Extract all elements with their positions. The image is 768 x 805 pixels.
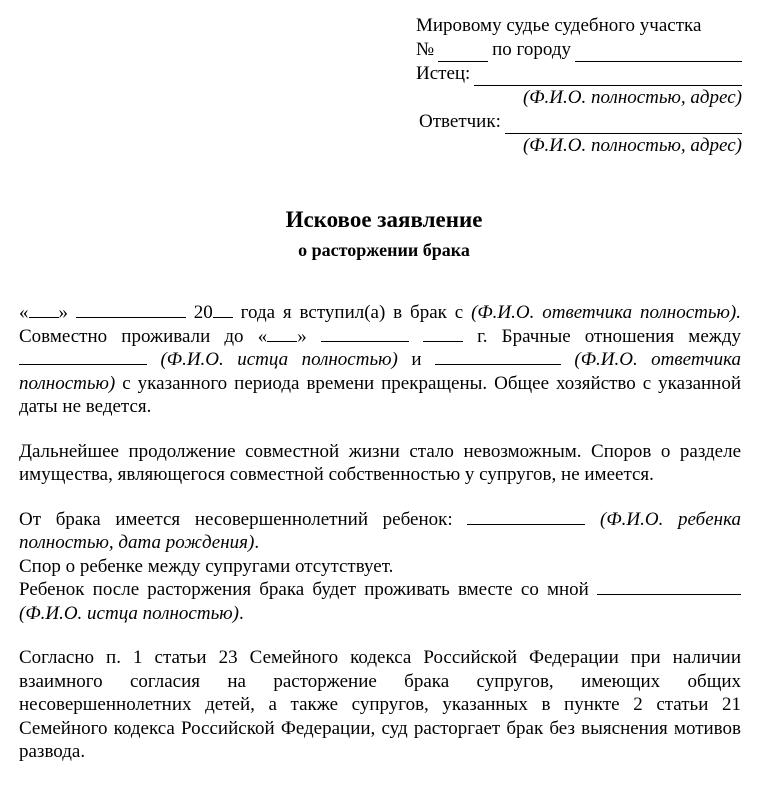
end-day-blank[interactable] (267, 325, 297, 342)
paragraph-child-residence (19, 578, 741, 625)
addressee-line (416, 14, 742, 38)
document-subtitle: о расторжении брака (298, 240, 470, 260)
end-month-blank[interactable] (321, 325, 409, 342)
city-blank[interactable] (575, 43, 742, 62)
paragraph-child (19, 508, 741, 555)
paragraph-legal-basis: Согласно п. 1 статьи 23 Семейного кодекса Российской Федерации при наличии взаимного согласия на расторжение брака супругов, имеющих общих несовершеннолетних детей, а также супругов, указанных в пункте 2 статьи 21 Семейного кодекса Российской Федерации, суд расторгает брак без выяснения мотивов развода. (19, 647, 741, 762)
paragraph-marriage (19, 301, 741, 419)
close-quote: » (58, 302, 68, 323)
number-label: № (416, 39, 435, 60)
child-name-hint: (Ф.И.О. ребенка полностью, дата рождения) (19, 508, 742, 553)
marriage-text: года я вступил(а) в брак с (240, 302, 464, 323)
period: . (238, 602, 244, 624)
plaintiff-line (416, 62, 742, 86)
cohabitation-text: Совместно проживали до (19, 325, 244, 347)
residence-plaintiff-hint: (Ф.И.О. истца полностью) (19, 602, 239, 624)
open-quote: « (257, 325, 268, 347)
relations-text: г. Брачные отношения между (477, 325, 742, 347)
plaintiff-name-hint: (Ф.И.О. истца полностью) (160, 349, 398, 370)
residence-plaintiff-blank[interactable] (597, 578, 741, 595)
relations-ended-text: с указанного периода времени прекращены. Общее хозяйство с указанной даты не ведется. (19, 372, 742, 417)
defendant-full-name-hint: (Ф.И.О. ответчика полностью) (19, 349, 742, 394)
city-label: по городу (492, 39, 571, 60)
paragraph-no-child-dispute: Спор о ребенке между супругами отсутствует. (19, 555, 394, 577)
document-body (19, 301, 741, 764)
year-blank[interactable] (213, 301, 233, 318)
addressee-block (416, 14, 742, 158)
defendant-label: Ответчик: (419, 111, 501, 132)
and-word: и (411, 349, 422, 370)
day-blank[interactable] (29, 301, 59, 318)
court-number-blank[interactable] (438, 43, 488, 62)
addressee-court-label: Мировому судье судебного участка (416, 15, 702, 36)
defendant-hint: (Ф.И.О. полностью, адрес) (522, 135, 742, 156)
plaintiff-blank[interactable] (474, 67, 742, 86)
month-blank[interactable] (76, 301, 186, 318)
defendant-line (416, 110, 742, 134)
plaintiff-label: Истец: (416, 63, 471, 84)
year-prefix: 20 (193, 302, 213, 323)
close-quote: » (297, 325, 307, 347)
defendant-name-hint: (Ф.И.О. ответчика полностью). (471, 302, 742, 323)
plaintiff-name-blank[interactable] (19, 348, 147, 365)
period: . (254, 532, 260, 553)
defendant-name-blank[interactable] (435, 348, 561, 365)
child-name-blank[interactable] (467, 508, 585, 525)
plaintiff-hint: (Ф.И.О. полностью, адрес) (522, 87, 742, 108)
paragraph-no-property-dispute: Дальнейшее продолжение совместной жизни стало невозможным. Споров о разделе имущества, являющегося совместной собственностью у супругов, не имеется. (19, 440, 741, 485)
open-quote: « (19, 302, 29, 323)
document-title: Исковое заявление (285, 207, 483, 232)
court-number-line (416, 38, 742, 62)
defendant-blank[interactable] (505, 115, 742, 134)
child-text: От брака имеется несовершеннолетний ребенок: (19, 508, 453, 530)
end-year-blank[interactable] (423, 325, 463, 342)
residence-text: Ребенок после расторжения брака будет проживать вместе со мной (19, 579, 589, 600)
